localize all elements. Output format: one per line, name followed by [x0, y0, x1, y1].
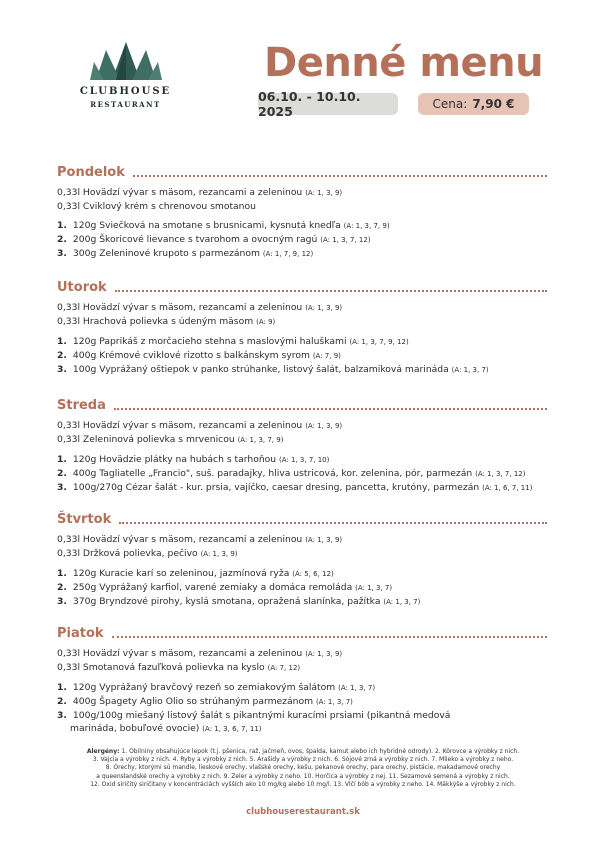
dish-text: 400g Krémové cviklové rizotto s balkánskym syrom [70, 350, 310, 361]
dish-allergens: (A: 1, 3, 7, 9) [343, 222, 390, 230]
dish-text: 120g Paprikáš z morčacieho stehna s maslovými haluškami [70, 336, 347, 347]
dish-allergens: (A: 1, 3, 7, 10) [279, 456, 330, 464]
dish-text: 400g Tagliatelle „Francio", suš. paradajky, hliva ustricová, kor. zelenina, pór, parmezán [70, 468, 473, 479]
dish-allergens: (A: 1, 3, 7) [338, 684, 376, 692]
dish-number: 3. [57, 596, 67, 607]
dish-text: 300g Zeleninové krupoto s parmezánom [70, 248, 260, 259]
day-header [57, 398, 547, 414]
dish-allergens: (A: 1, 3, 7, 12) [320, 236, 371, 244]
dish-text: 200g Škoricové lievance s tvarohom a ovocným ragú [70, 234, 318, 245]
mountain-logo-icon [90, 40, 162, 84]
soup-allergens: (A: 1, 3, 9) [305, 304, 343, 312]
main-dish-item [57, 453, 547, 467]
dish-text: 370g Bryndzové pirohy, kyslá smotana, opražená slanínka, pažítka [70, 596, 381, 607]
soup-text: 0,33l Hovädzí vývar s mäsom, rezancami a zeleninou [57, 420, 303, 431]
soup-allergens: (A: 1, 3, 9) [305, 422, 343, 430]
dish-text: 120g Sviečková na smotane s brusnicami, kysnutá knedľa [70, 220, 341, 231]
soup-allergens: (A: 1, 3, 9) [305, 536, 343, 544]
dish-number: 2. [57, 234, 67, 245]
soup-allergens: (A: 7, 12) [267, 664, 301, 672]
allergen-label: Alergény: [86, 748, 120, 755]
soup-allergens: (A: 1, 3, 9) [200, 550, 238, 558]
main-dish-item [57, 219, 547, 233]
soup-allergens: (A: 1, 3, 9) [305, 650, 343, 658]
website-link[interactable]: clubhouserestaurant.sk [246, 807, 360, 817]
dish-text: 100g Vyprážaný oštiepok v panko strúhanke, listový šalát, balzamiková marináda [70, 364, 449, 375]
dish-allergens: (A: 1, 3, 7, 12) [475, 470, 526, 478]
dish-continuation [57, 722, 547, 736]
dish-allergens: (A: 1, 3, 7) [355, 584, 393, 592]
brand-logo [78, 40, 173, 109]
dish-allergens: (A: 1, 3, 7) [383, 598, 421, 606]
dish-number: 3. [57, 710, 67, 721]
brand-name: CLUBHOUSE [79, 86, 172, 97]
soup-allergens: (A: 1, 3, 9) [305, 189, 343, 197]
soup-item [57, 200, 547, 213]
main-dish-item [57, 695, 547, 709]
soup-text: 0,33l Hovädzí vývar s mäsom, rezancami a zeleninou [57, 302, 303, 313]
dish-allergens: (A: 5, 6, 12) [292, 570, 334, 578]
main-dish-item [57, 335, 547, 349]
main-dish-item [57, 595, 547, 609]
soup-item [57, 315, 547, 329]
day-header [57, 626, 547, 642]
main-dish-item [57, 567, 547, 581]
soup-item [57, 186, 547, 200]
soup-item [57, 533, 547, 547]
soup-text: 0,33l Zeleninová polievka s mrvenicou [57, 434, 235, 445]
dish-allergens: (A: 1, 6, 7, 11) [482, 484, 533, 492]
brand-subtitle: RESTAURANT [90, 100, 161, 109]
soup-text: 0,33l Držková polievka, pečivo [57, 548, 198, 559]
soup-text: 0,33l Hrachová polievka s údeným mäsom [57, 316, 254, 327]
allergen-line: a queenslandské orechy a výrobky z nich. 9. Zeler a výrobky z neho. 10. Horčica a výrobky z nej. 11. Sezamové semená a výrobky z nich. [96, 772, 510, 780]
dish-allergens: (A: 7, 9) [312, 352, 341, 360]
price-value: 7,90 € [472, 97, 515, 111]
main-dish-item [57, 247, 547, 261]
main-dish-item [57, 363, 547, 377]
main-dish-item [57, 349, 547, 363]
day-name: Piatok [57, 626, 104, 641]
dish-number: 3. [57, 482, 67, 493]
soup-allergens: (A: 9) [256, 318, 276, 326]
dotted-divider [112, 636, 547, 638]
soup-text: 0,33l Smotanová fazuľková polievka na kyslo [57, 662, 265, 673]
dish-text-continued: marináda, bobuľové ovocie) [70, 723, 200, 734]
dish-allergens: (A: 1, 3, 7) [315, 698, 353, 706]
soup-item [57, 301, 547, 315]
day-section [57, 398, 547, 495]
dish-number: 3. [57, 248, 67, 259]
dish-number: 1. [57, 336, 67, 347]
day-name: Utorok [57, 280, 107, 295]
dish-text: 400g Špagety Aglio Olio so strúhaným parmezánom [70, 696, 314, 707]
dish-text: 120g Vyprážaný bravčový rezeň so zemiakovým šalátom [70, 682, 336, 693]
main-dish-item [57, 233, 547, 247]
allergen-line: 1. Obilniny obsahujúce lepok (t.j. pšenica, raž, jačmeň, ovos, špalda, kamut alebo ich hybridné odrody). 2. Kôrovce a výrobky z nich. [121, 748, 520, 755]
dish-allergens: (A: 1, 3, 6, 7, 11) [202, 725, 262, 733]
day-name: Streda [57, 398, 106, 413]
dish-number: 1. [57, 454, 67, 465]
dish-number: 1. [57, 682, 67, 693]
main-dish-item [57, 481, 547, 495]
allergen-line: 8. Orechy, ktorými sú mandle, lieskové orechy, vlašské orechy, kešu, pekanové orechy, para orechy, pistácie, makadamové orechy [105, 764, 501, 772]
day-name: Štvrtok [57, 512, 112, 527]
page-title: Denné menu [264, 40, 544, 86]
soup-item [57, 661, 547, 675]
day-section [57, 512, 547, 609]
allergen-line: 12. Oxid siričitý siričitany v koncentráciách vyšších ako 10 mg/kg alebo 10 mg/l. 13. Vlčí bôb a výrobky z neho. 14. Mäkkýše a výrobky z nich. [90, 780, 516, 788]
day-name: Pondelok [57, 165, 125, 180]
dish-text: 120g Hovädzie plátky na hubách s tarhoňou [70, 454, 277, 465]
price-label: Cena: [432, 97, 468, 111]
dish-number: 2. [57, 696, 67, 707]
main-dish-item [57, 681, 547, 695]
dish-number: 3. [57, 364, 67, 375]
allergen-line: 3. Vajcia a výrobky z nich. 4. Ryby a výrobky z nich. 5. Arašidy a výrobky z nich. 6. Sójové zrná a výrobky z nich. 7. Mlieko a výrobky z neho. [92, 756, 514, 764]
day-header [57, 165, 547, 181]
dish-number: 1. [57, 568, 67, 579]
soup-item [57, 647, 547, 661]
dish-number: 2. [57, 582, 67, 593]
dish-number: 2. [57, 468, 67, 479]
soup-text: 0,33l Hovädzí vývar s mäsom, rezancami a zeleninou [57, 648, 303, 659]
day-header [57, 512, 547, 528]
day-section [57, 280, 547, 377]
allergen-legend [60, 748, 546, 789]
dish-allergens: (A: 1, 3, 7, 9, 12) [349, 338, 409, 346]
soup-allergens: (A: 1, 3, 7, 9) [237, 436, 284, 444]
dotted-divider [133, 175, 547, 177]
day-section [57, 626, 547, 736]
soup-item [57, 433, 547, 447]
main-dish-item [57, 709, 547, 722]
day-header [57, 280, 547, 296]
dotted-divider [119, 522, 547, 524]
dotted-divider [115, 290, 547, 292]
dish-text: 250g Vyprážaný karfiol, varené zemiaky a domáca remoláda [70, 582, 353, 593]
dish-allergens: (A: 1, 3, 7) [451, 366, 489, 374]
soup-item [57, 547, 547, 561]
main-dish-item [57, 467, 547, 481]
dish-allergens: (A: 1, 7, 9, 12) [262, 250, 314, 258]
dish-number: 1. [57, 220, 67, 231]
price-badge [418, 93, 529, 115]
dotted-divider [114, 408, 547, 410]
soup-text: 0,33l Cviklový krém s chrenovou smotanou [57, 201, 256, 212]
soup-text: 0,33l Hovädzí vývar s mäsom, rezancami a zeleninou [57, 187, 303, 198]
dish-text: 120g Kuracie karí so zeleninou, jazmínová ryža [70, 568, 290, 579]
soup-item [57, 419, 547, 433]
main-dish-item [57, 581, 547, 595]
soup-text: 0,33l Hovädzí vývar s mäsom, rezancami a zeleninou [57, 534, 303, 545]
day-section [57, 165, 547, 261]
dish-number: 2. [57, 350, 67, 361]
dish-text: 100g/270g Cézar šalát - kur. prsia, vajíčko, caesar dresing, pancetta, krutóny, parmezán [70, 482, 480, 493]
dish-text: 100g/100g miešaný listový šalát s pikantnými kuracími prsiami (pikantná medová [70, 710, 451, 721]
date-range-badge: 06.10. - 10.10. 2025 [258, 93, 398, 115]
